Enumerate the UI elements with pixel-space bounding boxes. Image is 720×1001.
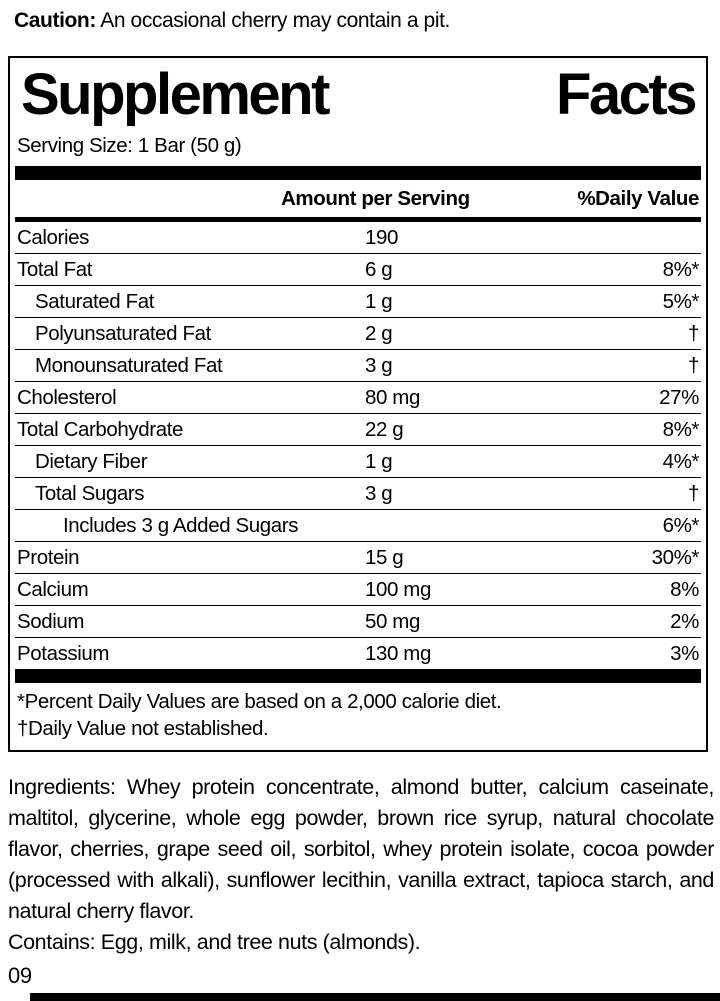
nutrient-name: Calcium xyxy=(17,577,89,601)
panel-inner xyxy=(10,58,706,750)
nutrient-daily-value: 6%* xyxy=(662,513,699,537)
nutrient-name: Total Fat xyxy=(17,257,93,281)
footnote-percent-dv: *Percent Daily Values are based on a 2,000 calorie diet. xyxy=(17,690,502,713)
nutrient-name: Protein xyxy=(17,545,80,569)
nutrient-row xyxy=(15,637,701,669)
nutrient-daily-value: 3% xyxy=(670,641,699,665)
nutrient-daily-value: 30%* xyxy=(651,545,699,569)
nutrient-daily-value: 8%* xyxy=(662,417,699,441)
nutrient-amount: 1 g xyxy=(365,449,393,473)
nutrient-row xyxy=(15,349,701,381)
ingredients-paragraph: Ingredients: Whey protein concentrate, almond butter, calcium caseinate, maltitol, glycerine, whole egg powder, brown rice syrup, natural chocolate flavor, cherries, grape seed oil, sorbitol, whey protein isolate, cocoa powder (processed with alkali), sunflower lecithin, vanilla extract, tapioca starch, and natural cherry flavor. xyxy=(8,775,714,923)
nutrient-amount: 50 mg xyxy=(365,609,420,633)
nutrient-row xyxy=(15,573,701,605)
nutrient-name: Polyunsaturated Fat xyxy=(35,321,211,345)
nutrient-row xyxy=(15,222,701,253)
nutrient-amount: 130 mg xyxy=(365,641,431,665)
nutrient-amount: 1 g xyxy=(365,289,393,313)
panel-title-word2: Facts xyxy=(555,62,695,127)
caution-note xyxy=(14,8,710,34)
nutrient-amount: 100 mg xyxy=(365,577,431,601)
bottom-edge-bar xyxy=(30,993,720,1001)
nutrient-amount: 15 g xyxy=(365,545,404,569)
nutrient-row xyxy=(15,445,701,477)
nutrient-row xyxy=(15,541,701,573)
amount-column-header: Amount per Serving xyxy=(281,187,470,210)
footnote-dagger: †Daily Value not established. xyxy=(17,717,269,740)
nutrient-row xyxy=(15,509,701,541)
nutrient-name: Includes 3 g Added Sugars xyxy=(63,513,299,537)
allergen-contains-statement: Contains: Egg, milk, and tree nuts (almonds). xyxy=(8,930,421,954)
nutrient-amount: 3 g xyxy=(365,353,393,377)
nutrient-daily-value: † xyxy=(687,321,699,345)
nutrient-row xyxy=(15,477,701,509)
nutrient-row xyxy=(15,605,701,637)
nutrient-name: Monounsaturated Fat xyxy=(35,353,223,377)
footer-code: 09 xyxy=(8,963,32,988)
nutrient-daily-value: † xyxy=(687,353,699,377)
panel-title xyxy=(15,60,701,128)
nutrient-amount: 22 g xyxy=(365,417,404,441)
nutrient-name: Cholesterol xyxy=(17,385,117,409)
nutrient-row xyxy=(15,413,701,445)
caution-label: Caution: xyxy=(14,9,96,32)
nutrient-rows xyxy=(15,222,701,669)
daily-value-column-header: %Daily Value xyxy=(577,187,699,210)
caution-text: An occasional cherry may contain a pit. xyxy=(95,9,450,32)
panel-title-word1: Supplement xyxy=(21,62,328,127)
nutrient-name: Saturated Fat xyxy=(35,289,155,313)
nutrient-name: Sodium xyxy=(17,609,85,633)
nutrient-name: Total Carbohydrate xyxy=(17,417,184,441)
nutrient-amount: 2 g xyxy=(365,321,393,345)
nutrient-row xyxy=(15,285,701,317)
nutrient-daily-value: 8%* xyxy=(662,257,699,281)
nutrient-row xyxy=(15,317,701,349)
nutrient-daily-value: 27% xyxy=(659,385,699,409)
divider-thick-top xyxy=(15,166,701,180)
nutrient-amount: 80 mg xyxy=(365,385,420,409)
nutrient-daily-value: 5%* xyxy=(662,289,699,313)
nutrient-amount: 6 g xyxy=(365,257,393,281)
nutrient-daily-value: 2% xyxy=(670,609,699,633)
nutrient-amount: 190 xyxy=(365,225,399,249)
nutrient-name: Potassium xyxy=(17,641,110,665)
nutrient-daily-value: † xyxy=(687,481,699,505)
nutrient-row xyxy=(15,253,701,285)
nutrient-name: Total Sugars xyxy=(35,481,145,505)
nutrient-row xyxy=(15,381,701,413)
divider-thick-bottom xyxy=(15,669,701,683)
supplement-facts-panel xyxy=(8,56,708,752)
column-header-row xyxy=(15,180,701,217)
footnotes xyxy=(15,683,701,744)
serving-size: Serving Size: 1 Bar (50 g) xyxy=(17,134,242,157)
nutrient-daily-value: 8% xyxy=(670,577,699,601)
nutrient-name: Dietary Fiber xyxy=(35,449,148,473)
nutrient-daily-value: 4%* xyxy=(662,449,699,473)
nutrient-name: Calories xyxy=(17,225,89,249)
nutrient-amount: 3 g xyxy=(365,481,393,505)
